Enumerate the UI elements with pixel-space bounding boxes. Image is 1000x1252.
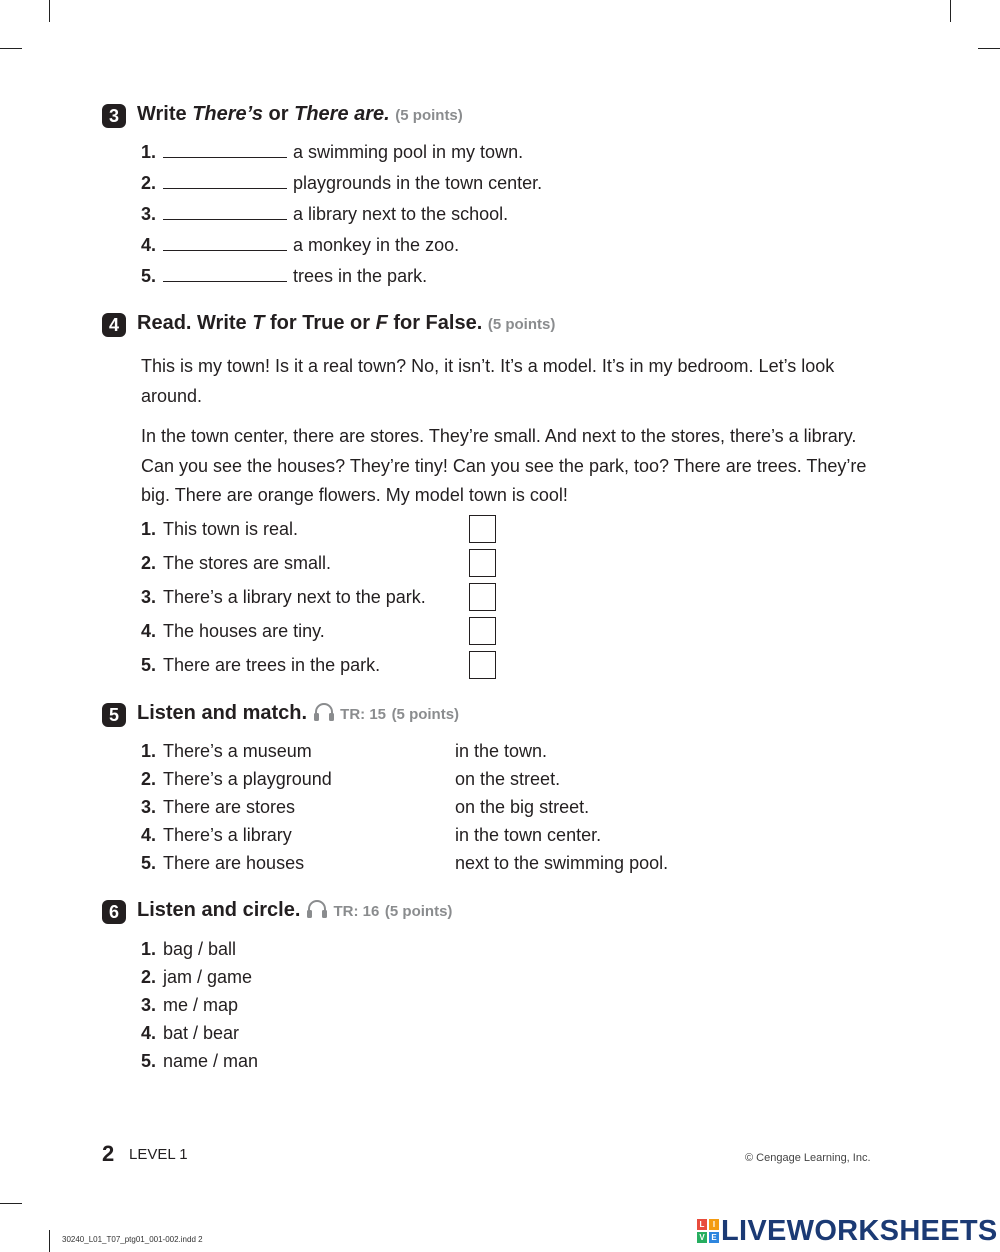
logo-mark-letter: I — [709, 1219, 719, 1230]
item-text: There are houses — [163, 853, 305, 873]
answer-box[interactable] — [469, 583, 496, 611]
exercise-5-title: Listen and match. TR: 15 (5 points) — [137, 702, 459, 728]
points-label: (5 points) — [487, 316, 556, 333]
logo-mark-letter: V — [697, 1232, 707, 1243]
item-number: 3. — [141, 995, 157, 1015]
headphones-icon — [306, 899, 328, 925]
crop-mark — [0, 1203, 22, 1204]
item-number: 2. — [141, 173, 157, 193]
file-slug: 30240_L01_T07_ptg01_001-002.indd 2 — [62, 1235, 203, 1244]
logo-mark — [697, 1219, 719, 1243]
circle-choice-item[interactable] — [141, 1023, 239, 1044]
exercise-3-title: Write There’s or There are. (5 points) — [137, 103, 463, 125]
logo-mark-letter: E — [709, 1232, 719, 1243]
list-item — [141, 519, 298, 540]
item-number: 4. — [141, 1023, 157, 1043]
answer-blank[interactable] — [163, 143, 287, 158]
item-text: There are trees in the park. — [163, 655, 381, 675]
item-text: playgrounds in the town center. — [293, 173, 543, 193]
match-left-item[interactable] — [141, 769, 332, 790]
item-number: 2. — [141, 553, 157, 573]
item-text: The stores are small. — [163, 553, 332, 573]
answer-box[interactable] — [469, 651, 496, 679]
match-right-item[interactable]: next to the swimming pool. — [455, 853, 669, 873]
exercise-number: 4 — [102, 313, 126, 337]
points-label: (5 points) — [395, 107, 463, 124]
answer-box[interactable] — [469, 549, 496, 577]
item-text: a monkey in the zoo. — [293, 235, 460, 255]
exercise-4-title: Read. Write T for True or F for False. (5 points) — [137, 312, 556, 334]
item-number: 2. — [141, 967, 157, 987]
answer-blank[interactable] — [163, 205, 287, 220]
item-number: 2. — [141, 769, 157, 789]
item-number: 5. — [141, 266, 157, 286]
match-right-item[interactable]: in the town center. — [455, 825, 602, 845]
exercise-6-title: Listen and circle. TR: 16 (5 points) — [137, 899, 452, 925]
exercise-number: 6 — [102, 900, 126, 924]
answer-blank[interactable] — [163, 267, 287, 282]
circle-choice-item[interactable] — [141, 995, 238, 1016]
reading-paragraph: In the town center, there are stores. They’re small. And next to the stores, there’s a library. Can you see the houses? They’re tiny! Can you see the park, too? There are trees. They’re big. There are orange flowers. My model town is cool! — [141, 426, 867, 505]
item-text: There’s a library — [163, 825, 292, 845]
item-number: 1. — [141, 519, 157, 539]
crop-mark — [950, 0, 951, 22]
item-number: 3. — [141, 587, 157, 607]
list-item — [141, 173, 542, 194]
match-right-item[interactable]: in the town. — [455, 741, 548, 761]
crop-mark — [978, 48, 1000, 49]
answer-box[interactable] — [469, 617, 496, 645]
circle-choice-item[interactable] — [141, 939, 236, 960]
item-number: 5. — [141, 853, 157, 873]
item-text: me / map — [163, 995, 239, 1015]
item-text: a library next to the school. — [293, 204, 509, 224]
points-label: (5 points) — [384, 903, 453, 920]
item-text: name / man — [163, 1051, 259, 1071]
answer-blank[interactable] — [163, 174, 287, 189]
crop-mark — [49, 0, 50, 22]
answer-blank[interactable] — [163, 236, 287, 251]
list-item — [141, 587, 426, 608]
list-item — [141, 655, 380, 676]
item-number: 3. — [141, 797, 157, 817]
item-number: 5. — [141, 1051, 157, 1071]
item-number: 4. — [141, 235, 157, 255]
level-label: LEVEL 1 — [129, 1146, 188, 1163]
crop-mark — [49, 1230, 50, 1252]
crop-mark — [0, 48, 22, 49]
answer-box[interactable] — [469, 515, 496, 543]
track-label: TR: 15 — [340, 706, 386, 723]
item-text: bat / bear — [163, 1023, 240, 1043]
item-text: There’s a museum — [163, 741, 312, 761]
item-number: 5. — [141, 655, 157, 675]
match-left-item[interactable] — [141, 853, 304, 874]
item-text: jam / game — [163, 967, 253, 987]
match-left-item[interactable] — [141, 797, 295, 818]
copyright: © Cengage Learning, Inc. — [745, 1152, 871, 1164]
list-item — [141, 553, 331, 574]
list-item — [141, 142, 523, 163]
match-left-item[interactable] — [141, 825, 292, 846]
item-number: 3. — [141, 204, 157, 224]
list-item — [141, 266, 427, 287]
headphones-icon — [313, 702, 335, 728]
item-number: 4. — [141, 825, 157, 845]
match-right-item[interactable]: on the big street. — [455, 797, 590, 817]
liveworksheets-logo — [697, 1214, 998, 1248]
circle-choice-item[interactable] — [141, 1051, 258, 1072]
item-number: 1. — [141, 142, 157, 162]
item-text: The houses are tiny. — [163, 621, 325, 641]
logo-mark-letter: L — [697, 1219, 707, 1230]
item-number: 4. — [141, 621, 157, 641]
track-label: TR: 16 — [333, 903, 380, 920]
exercise-number: 3 — [102, 104, 126, 128]
match-right-item[interactable]: on the street. — [455, 769, 561, 789]
circle-choice-item[interactable] — [141, 967, 252, 988]
list-item — [141, 204, 508, 225]
item-text: There’s a playground — [163, 769, 332, 789]
item-text: a swimming pool in my town. — [293, 142, 524, 162]
item-text: There are stores — [163, 797, 296, 817]
item-number: 1. — [141, 741, 157, 761]
item-text: This town is real. — [163, 519, 299, 539]
item-number: 1. — [141, 939, 157, 959]
exercise-number: 5 — [102, 703, 126, 727]
points-label: (5 points) — [391, 706, 460, 723]
item-text: There’s a library next to the park. — [163, 587, 426, 607]
list-item — [141, 235, 459, 256]
logo-text: LIVEWORKSHEETS — [721, 1214, 998, 1247]
reading-paragraph: This is my town! Is it a real town? No, it isn’t. It’s a model. It’s in my bedroom. Let’s look around. — [141, 356, 835, 406]
match-left-item[interactable] — [141, 741, 312, 762]
item-text: trees in the park. — [293, 266, 428, 286]
list-item — [141, 621, 325, 642]
item-text: bag / ball — [163, 939, 237, 959]
page-number: 2 — [102, 1141, 115, 1166]
